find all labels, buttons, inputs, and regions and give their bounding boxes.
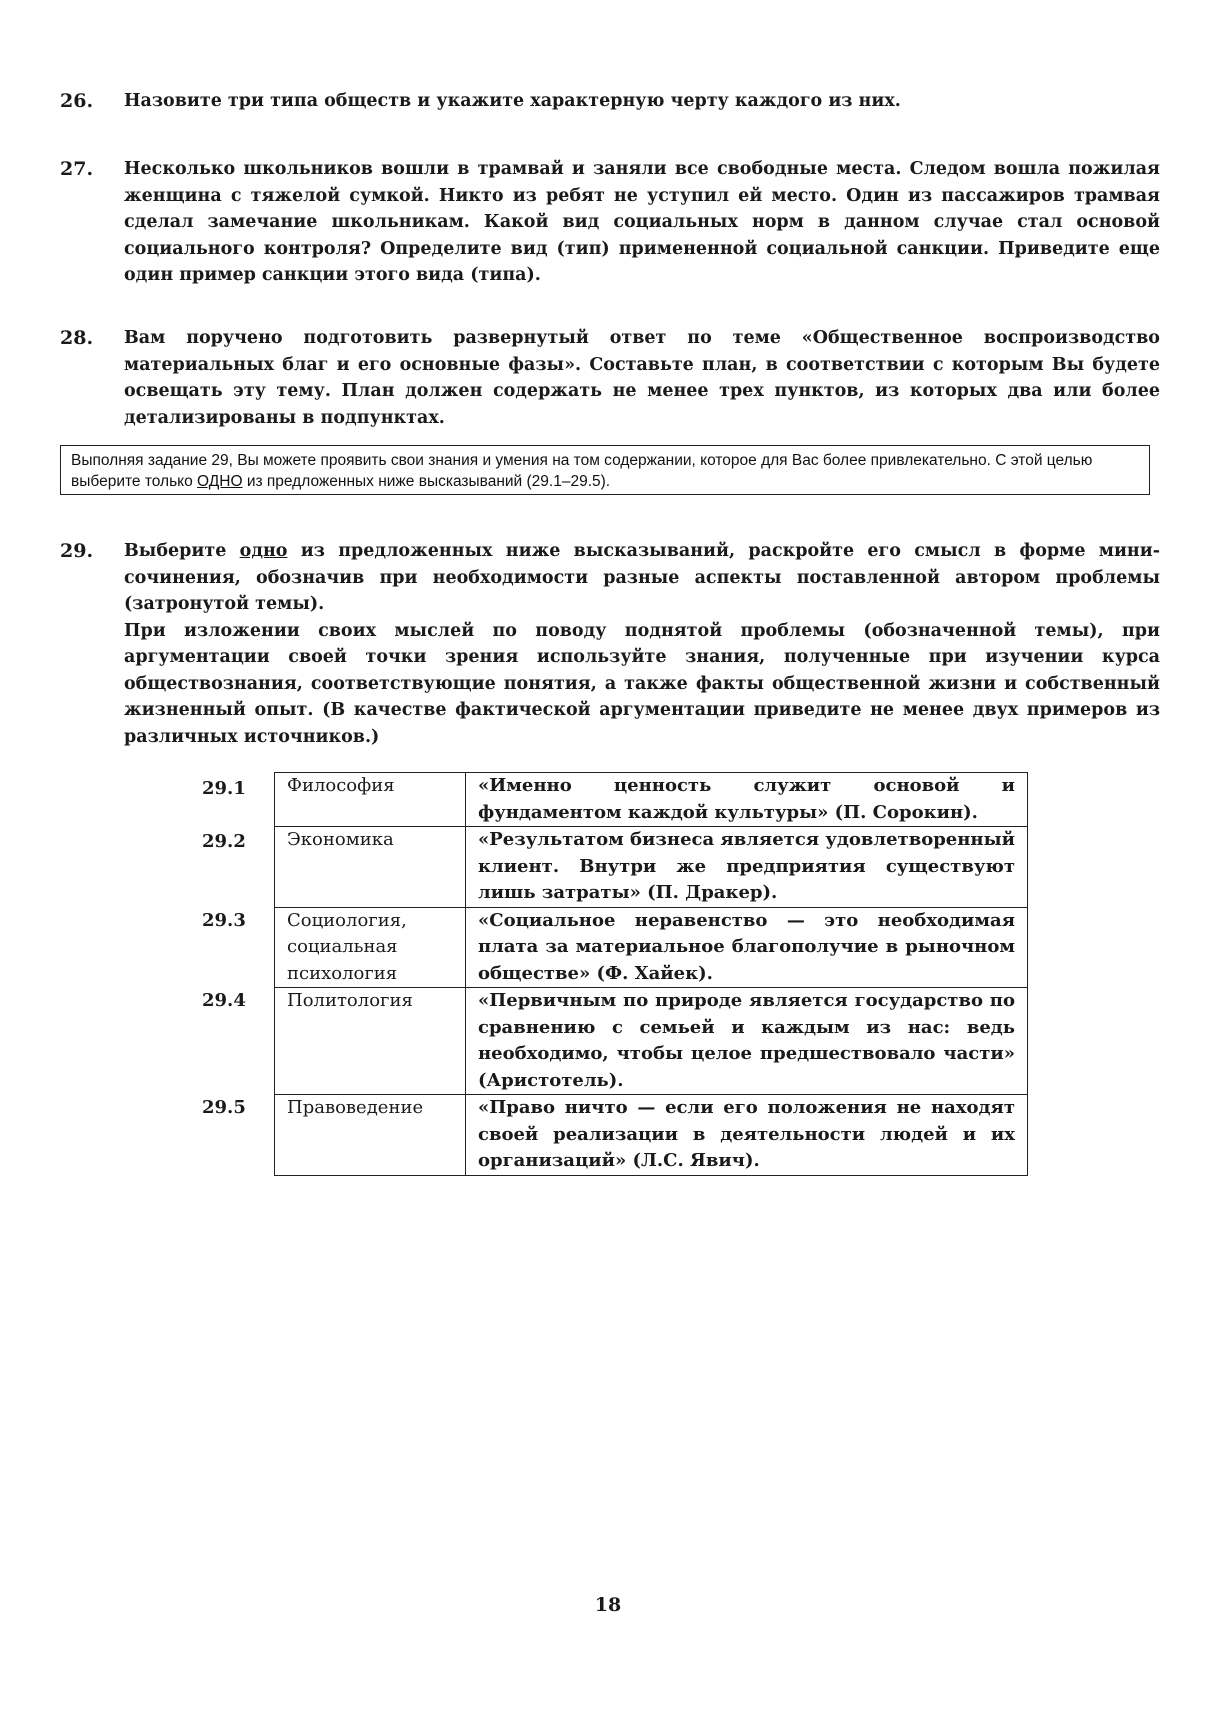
task-number: 27.: [60, 158, 94, 180]
table-row: [275, 773, 1028, 827]
notice-box: [60, 445, 1150, 495]
task-number: 29.: [60, 540, 94, 562]
subject-cell: Экономика: [275, 827, 466, 908]
quote-cell: «Право ничто — если его положения не находят своей реализации в деятельности людей и их организаций» (Л.С. Явич).: [466, 1095, 1028, 1176]
task-28: [60, 325, 1160, 431]
task-text: Назовите три типа обществ и укажите характерную черту каждого из них.: [124, 91, 901, 111]
subject-cell: Философия: [275, 773, 466, 827]
page-number: 18: [594, 1594, 622, 1616]
row-number: 29.2: [202, 831, 246, 852]
table-row: [275, 907, 1028, 988]
subject-cell: Правоведение: [275, 1095, 466, 1176]
quote-cell: «Первичным по природе является государство по сравнению с семьей и каждым из нас: ведь необходимо, чтобы целое предшествовало части» (Аристотель).: [466, 988, 1028, 1095]
quote-cell: «Результатом бизнеса является удовлетворенный клиент. Внутри же предприятия существуют лишь затраты» (П. Дракер).: [466, 827, 1028, 908]
subject-cell: Политология: [275, 988, 466, 1095]
task-29-paragraph-1: Выберите одно из предложенных ниже высказываний, раскройте его смысл в форме мини-сочинения, обозначив при необходимости разные аспекты поставленной автором проблемы (затронутой темы).: [124, 541, 1160, 614]
row-number: 29.1: [202, 778, 246, 799]
task-29-paragraph-2: При изложении своих мыслей по поводу поднятой проблемы (обозначенной темы), при аргументации своей точки зрения используйте знания, полученные при изучении курса обществознания, соответствующие понятия, а также факты общественной жизни и собственный жизненный опыт. (В качестве фактической аргументации приведите не менее двух примеров из различных источников.): [124, 620, 1161, 747]
task-number: 26.: [60, 90, 94, 112]
table-row: [275, 988, 1028, 1095]
row-number: 29.5: [202, 1097, 246, 1118]
task-27: [60, 156, 1160, 289]
topics-table: [274, 772, 1028, 1176]
task-26: [60, 88, 1160, 115]
row-number: 29.3: [202, 910, 246, 931]
task-text: Вам поручено подготовить развернутый ответ по теме «Общественное воспроизводство материальных благ и его основные фазы». Составьте план, в соответствии с которым Вы будете освещать эту тему. План должен содержать не менее трех пунктов, из которых два или более детализированы в подпунктах.: [124, 328, 1160, 428]
task-text: Несколько школьников вошли в трамвай и заняли все свободные места. Следом вошла пожилая женщина с тяжелой сумкой. Никто из ребят не уступил ей место. Один из пассажиров трамвая сделал замечание школьникам. Какой вид социальных норм в данном случае стал основой социального контроля? Определите вид (тип) примененной социальной санкции. Приведите еще один пример санкции этого вида (типа).: [124, 159, 1160, 285]
table-row: [275, 827, 1028, 908]
task-number: 28.: [60, 327, 94, 349]
row-number: 29.4: [202, 990, 246, 1011]
quote-cell: «Именно ценность служит основой и фундаментом каждой культуры» (П. Сорокин).: [466, 773, 1028, 827]
task-29: [60, 538, 1160, 750]
notice-text: Выполняя задание 29, Вы можете проявить свои знания и умения на том содержании, которое для Вас более привлекательно. С этой целью выберите только ОДНО из предложенных ниже высказываний (29.1–29.5).: [71, 452, 1093, 490]
table-row: [275, 1095, 1028, 1176]
quote-cell: «Социальное неравенство — это необходимая плата за материальное благополучие в рыночном обществе» (Ф. Хайек).: [466, 907, 1028, 988]
subject-cell: Социология, социальная психология: [275, 907, 466, 988]
